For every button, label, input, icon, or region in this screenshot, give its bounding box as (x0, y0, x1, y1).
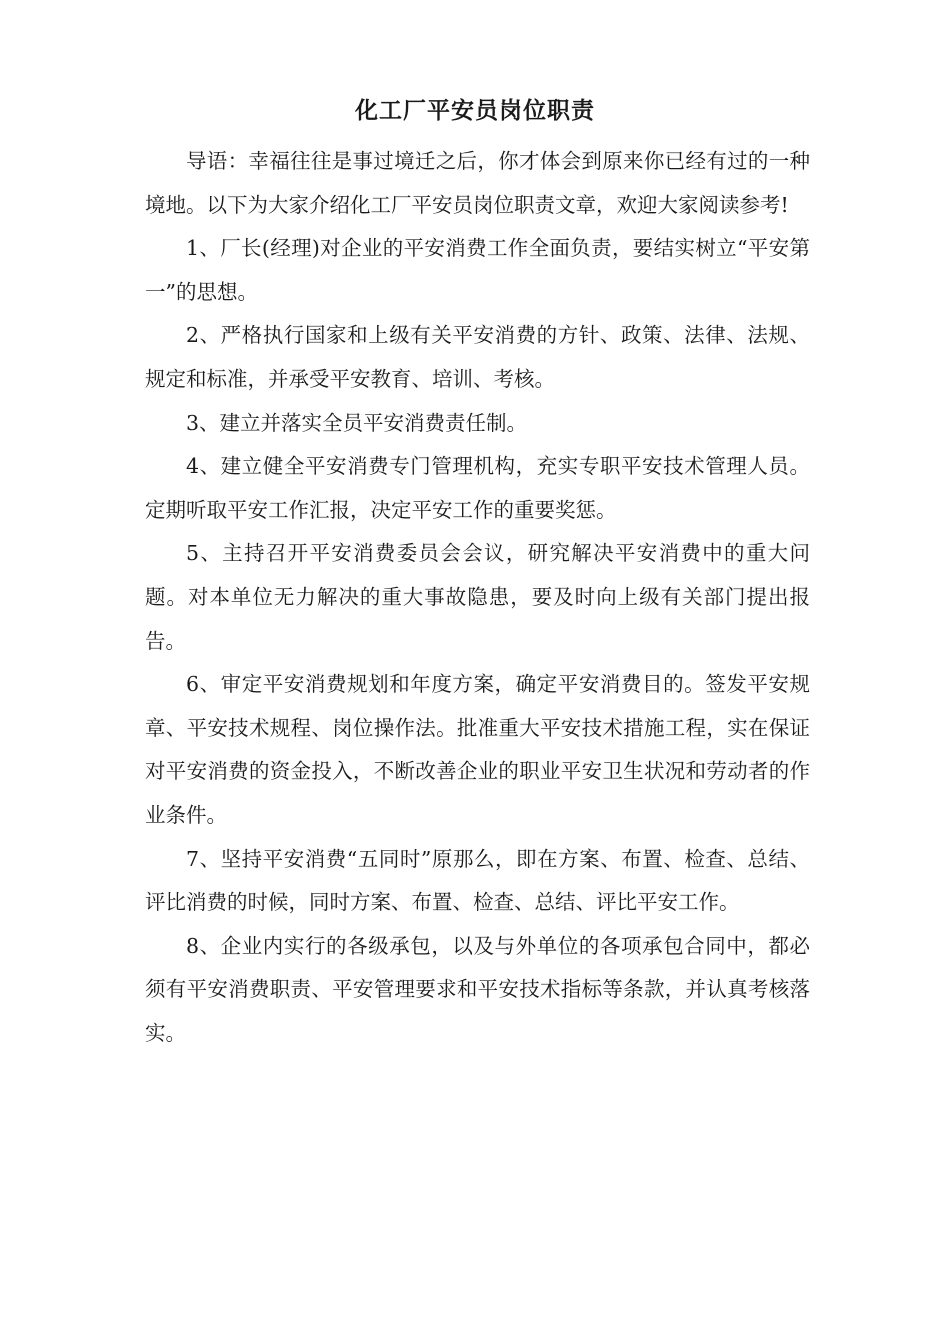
document-body (145, 140, 810, 1055)
duty-item-5: 5、主持召开平安消费委员会会议，研究解决平安消费中的重大问题。对本单位无力解决的重大事故隐患，要及时向上级有关部门提出报告。 (145, 541, 810, 653)
duty-item-1: 1、厂长(经理)对企业的平安消费工作全面负责，要结实树立“平安第一”的思想。 (145, 236, 810, 304)
duty-item-2: 2、严格执行国家和上级有关平安消费的方针、政策、法律、法规、规定和标准，并承受平安教育、培训、考核。 (145, 323, 810, 391)
duty-item-8: 8、企业内实行的各级承包，以及与外单位的各项承包合同中，都必须有平安消费职责、平安管理要求和平安技术指标等条款，并认真考核落实。 (145, 933, 810, 1045)
duty-item-7: 7、坚持平安消费“五同时”原那么，即在方案、布置、检查、总结、评比消费的时候，同时方案、布置、检查、总结、评比平安工作。 (145, 846, 810, 915)
duty-item-3: 3、建立并落实全员平安消费责任制。 (186, 410, 528, 435)
duty-item-6: 6、审定平安消费规划和年度方案，确定平安消费目的。签发平安规章、平安技术规程、岗位操作法。批准重大平安技术措施工程，实在保证对平安消费的资金投入，不断改善企业的职业平安卫生状况和劳动者的作业条件。 (145, 672, 810, 827)
intro-paragraph: 导语：幸福往往是事过境迁之后，你才体会到原来你已经有过的一种境地。以下为大家介绍化工厂平安员岗位职责文章，欢迎大家阅读参考! (145, 149, 810, 217)
document-title: 化工厂平安员岗位职责 (355, 98, 595, 124)
duty-item-4: 4、建立健全平安消费专门管理机构，充实专职平安技术管理人员。定期听取平安工作汇报，决定平安工作的重要奖惩。 (145, 454, 810, 522)
